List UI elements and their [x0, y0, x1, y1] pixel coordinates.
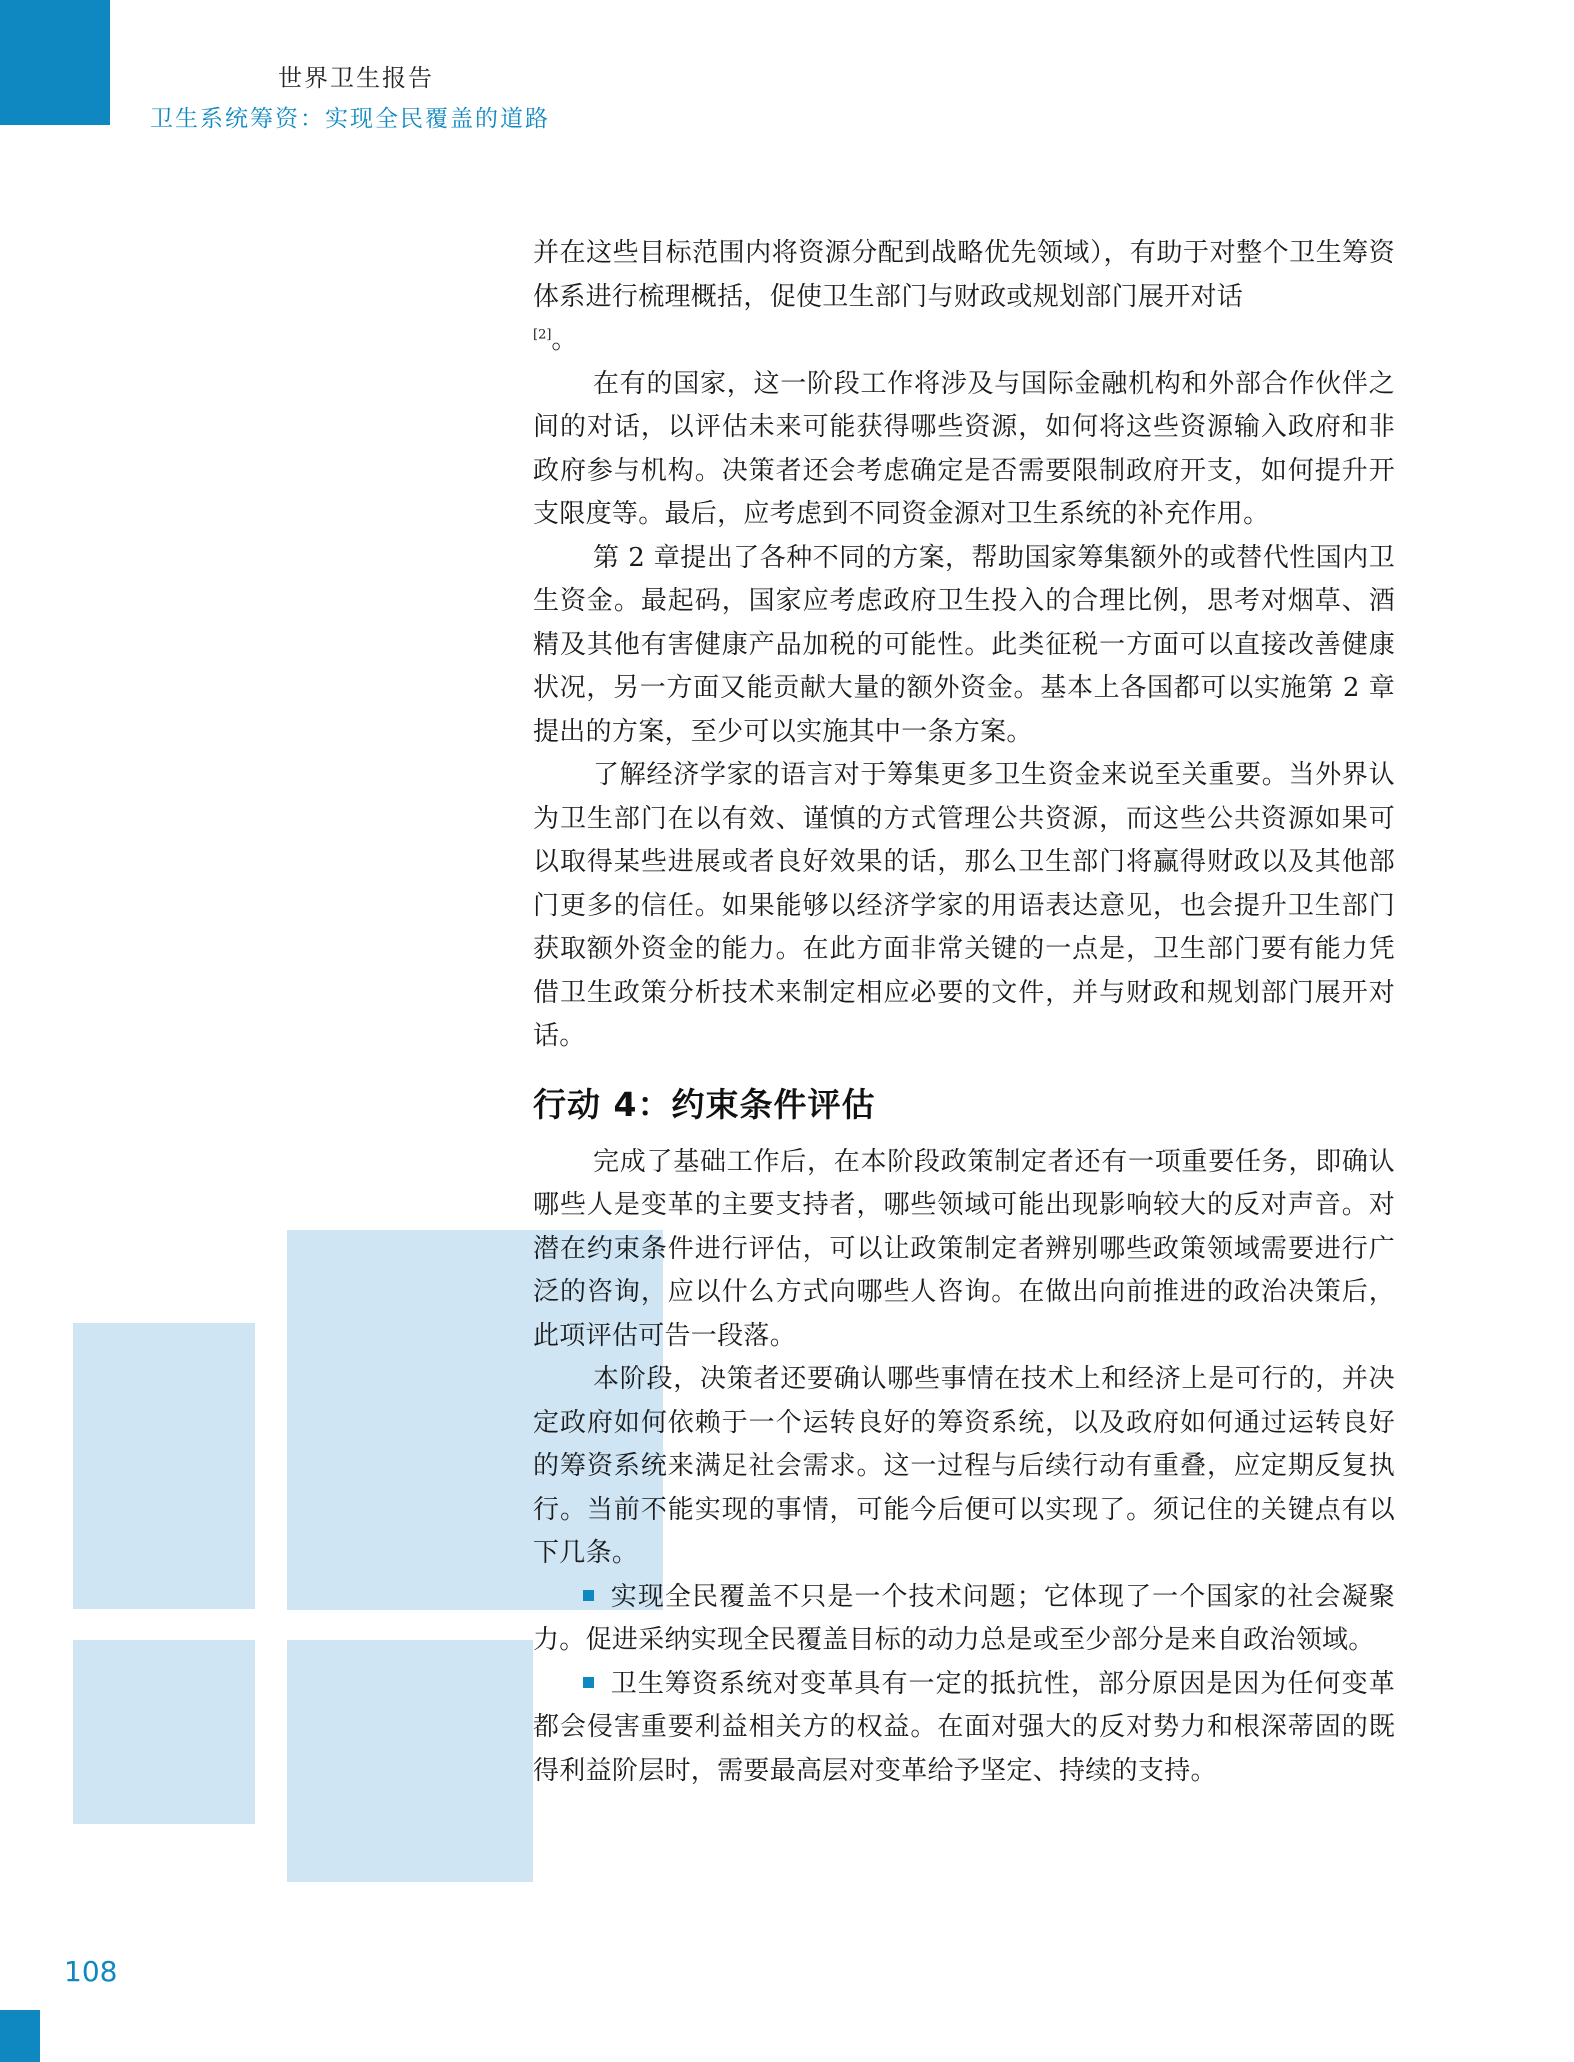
corner-accent-block: [0, 0, 110, 125]
bullet-item: [533, 1663, 1395, 1794]
paragraph-continued: [533, 232, 1395, 319]
reference-line: [533, 319, 1395, 363]
bottom-accent-block: [0, 2010, 40, 2062]
paragraph: 在有的国家，这一阶段工作将涉及与国际金融机构和外部合作伙伴之间的对话，以评估未来可能获得哪些资源，如何将这些资源输入政府和非政府参与机构。决策者还会考虑确定是否需要限制政府开支，如何提升开支限度等。最后，应考虑到不同资金源对卫生系统的补充作用。: [533, 368, 1395, 529]
paragraph: 本阶段，决策者还要确认哪些事情在技术上和经济上是可行的，并决定政府如何依赖于一个运转良好的筹资系统，以及政府如何通过运转良好的筹资系统来满足社会需求。这一过程与后续行动有重叠，应定期反复执行。当前不能实现的事情，可能今后便可以实现了。须记住的关键点有以下几条。: [533, 1364, 1395, 1568]
report-title: 世界卫生报告: [278, 64, 434, 92]
paragraph: 了解经济学家的语言对于筹集更多卫生资金来说至关重要。当外界认为卫生部门在以有效、谨慎的方式管理公共资源，而这些公共资源如果可以取得某些进展或者良好效果的话，那么卫生部门将赢得财政以及其他部门更多的信任。如果能够以经济学家的用语表达意见，也会提升卫生部门获取额外资金的能力。在此方面非常关键的一点是，卫生部门要有能力凭借卫生政策分析技术来制定相应必要的文件，并与财政和规划部门展开对话。: [533, 760, 1395, 1051]
decorative-square: [73, 1640, 255, 1824]
bullet-item: [533, 1576, 1395, 1663]
paragraph: 第 2 章提出了各种不同的方案，帮助国家筹集额外的或替代性国内卫生资金。最起码，国家应考虑政府卫生投入的合理比例，思考对烟草、酒精及其他有害健康产品加税的可能性。此类征税一方面可以直接改善健康状况，另一方面又能贡献大量的额外资金。基本上各国都可以实施第 2 章提出的方案，至少可以实施其中一条方案。: [533, 542, 1395, 747]
report-subtitle: 卫生系统筹资：实现全民覆盖的道路: [150, 106, 550, 132]
paragraph-end-punctuation: 。: [551, 325, 578, 355]
paragraph: 完成了基础工作后，在本阶段政策制定者还有一项重要任务，即确认哪些人是变革的主要支持者，哪些领域可能出现影响较大的反对声音。对潜在约束条件进行评估，可以让政策制定者辨别哪些政策领域需要进行广泛的咨询，应以什么方式向哪些人咨询。在做出向前推进的政治决策后，此项评估可告一段落。: [533, 1146, 1395, 1351]
bullet-text: 实现全民覆盖不只是一个技术问题；它体现了一个国家的社会凝聚力。促进采纳实现全民覆盖目标的动力总是或至少部分是来自政治领域。: [533, 1581, 1395, 1655]
paragraph-continued-text: 并在这些目标范围内将资源分配到战略优先领域），有助于对整个卫生筹资体系进行梳理概括，促使卫生部门与财政或规划部门展开对话: [533, 238, 1395, 312]
main-text-column: [533, 232, 1395, 1793]
bullet-square-icon: [583, 1590, 594, 1601]
decorative-square: [73, 1323, 255, 1609]
bullet-square-icon: [583, 1677, 594, 1688]
section-heading: 行动 4：约束条件评估: [533, 1084, 876, 1124]
citation-reference: [2]: [533, 327, 552, 343]
decorative-square: [287, 1640, 533, 1882]
bullet-text: 卫生筹资系统对变革具有一定的抵抗性，部分原因是因为任何变革都会侵害重要利益相关方的权益。在面对强大的反对势力和根深蒂固的既得利益阶层时，需要最高层对变革给予坚定、持续的支持。: [533, 1668, 1395, 1786]
page-number: 108: [64, 1955, 118, 1988]
